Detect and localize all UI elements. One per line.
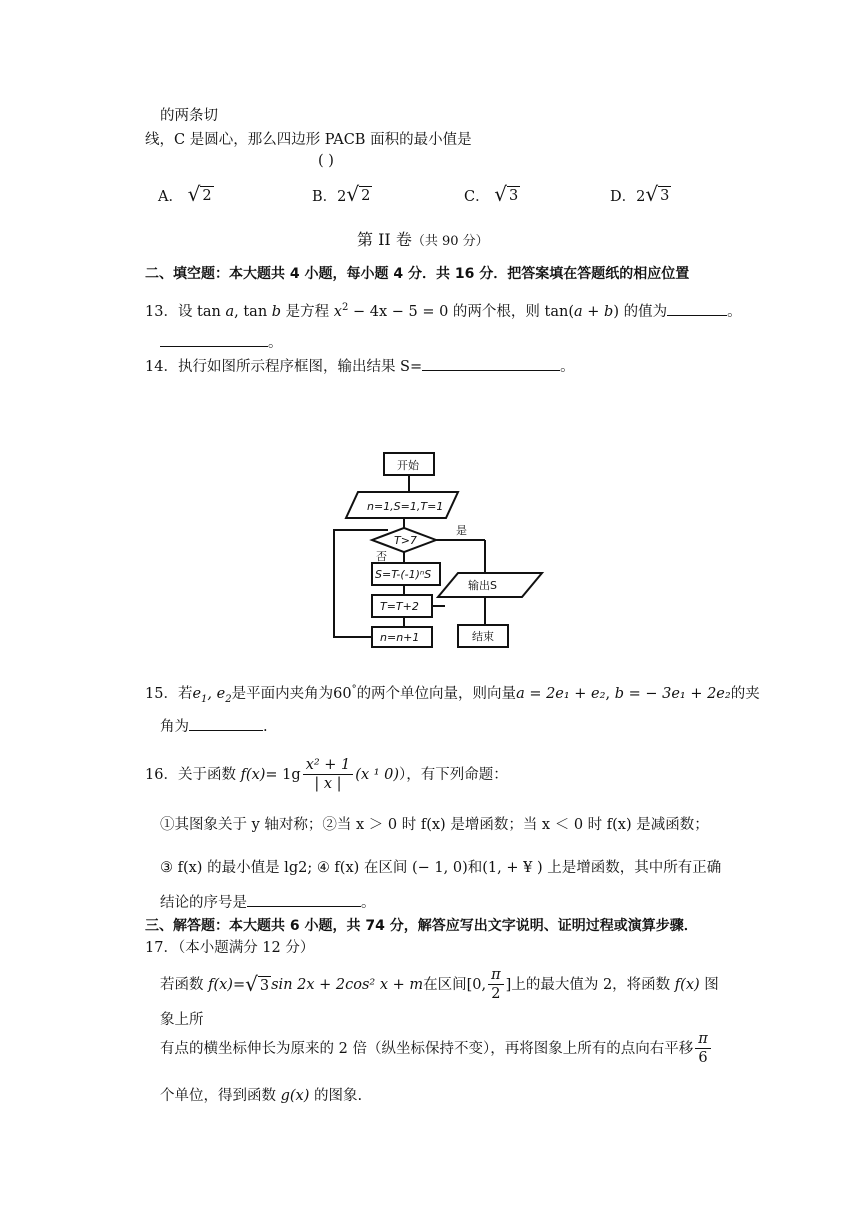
- section3-heading: 三、解答题：本大题共 6 小题，共 74 分，解答应写出文字说明、证明过程或演算步骤．: [145, 918, 698, 934]
- flow-step2-label: T=T+2: [380, 600, 419, 613]
- q15-line2: 角为 .: [160, 716, 268, 737]
- option-label: B．: [312, 189, 338, 205]
- flow-yes-label: 是: [456, 524, 467, 537]
- flow-step1-label: S=T-(-1)ⁿS: [375, 568, 432, 581]
- question-number: 14．: [145, 359, 178, 375]
- fraction: $\frac{\pi}{6}$: [695, 1030, 711, 1067]
- q17-line2: 象上所: [160, 1012, 204, 1028]
- question-number: 15．: [145, 685, 178, 702]
- q12-option-c: [464, 184, 520, 207]
- flow-condition-label: T>7: [394, 534, 417, 547]
- q16-line-answer: 结论的序号是 。: [160, 892, 376, 913]
- q17-line1: 若函数 f(x) = √ 3 sin 2x + 2cos² x + m 在区间 [0, $\frac{\pi}{2}$ ] 上的最大值为 2，将函数 f(x) 图: [160, 967, 719, 1002]
- q12-line1: 的两条切: [160, 108, 218, 124]
- flow-start-label: 开始: [397, 459, 419, 472]
- flow-step3-label: n=n+1: [380, 631, 420, 644]
- option-label: A．: [158, 189, 183, 205]
- option-label: C．: [464, 189, 490, 205]
- flow-init-label: n=1,S=1,T=1: [367, 500, 444, 513]
- q12-option-d: D．2 √ 3: [610, 182, 670, 206]
- section2-heading: 二、填空题：本大题共 4 小题，每小题 4 分．共 16 分．把答案填在答题纸的相应位置: [145, 266, 690, 282]
- q17-header: 17．（本小题满分 12 分）: [145, 940, 315, 956]
- vector-e1-e2: $e_1$, $e_2$: [192, 685, 232, 705]
- q12-line2: 线，C 是圆心，那么四边形 PACB 面积的最小值是: [145, 132, 472, 148]
- q12-option-a: [158, 184, 214, 207]
- sqrt-expression: √ 3: [645, 182, 670, 206]
- sqrt-expression: √ 2: [187, 182, 212, 206]
- fraction: $\frac{\text{x² + 1}}{| x |}$: [303, 756, 354, 793]
- q17-line3: 有点的横坐标伸长为原来的 2 倍（纵坐标保持不变），再将图象上所有的点向右平移 $\frac{\pi}{6}$: [160, 1030, 713, 1067]
- answer-blank: [247, 892, 361, 907]
- sqrt-expression: √ 3: [494, 182, 519, 206]
- q13-line1: 13．设 tan a, tan b 是方程 $x^2 - 4x - 5 = 0$ 的两个根，则 tan(a + b) 的值为 。: [145, 302, 742, 320]
- q16-line1: 16． 关于函数 f(x) = 1g $\frac{\text{x² + 1}}{| x |}$ (x ¹ 0) ），有下列命题：: [145, 757, 508, 792]
- answer-blank: [189, 716, 263, 731]
- q12-answer-paren: ( ): [318, 153, 334, 169]
- fraction: $\frac{\pi}{2}$: [488, 966, 504, 1003]
- flow-no-label: 否: [376, 550, 387, 563]
- question-number: 17．: [145, 940, 178, 956]
- question-number: 13．: [145, 303, 178, 320]
- question-number: 16．: [145, 766, 178, 783]
- q17-line4: 个单位，得到函数 g(x) 的图象.: [160, 1088, 363, 1104]
- option-label: D．: [610, 189, 637, 205]
- answer-blank: [667, 301, 727, 316]
- flow-output-label: 输出S: [468, 579, 497, 592]
- q13-line2: 。: [160, 332, 283, 353]
- sqrt-expression: √ 2: [346, 182, 371, 206]
- q16-proposition-1-2: ①其图象关于 y 轴对称；②当 x ＞ 0 时 f(x) 是增函数；当 x ＜ 0 时 f(x) 是减函数；: [160, 817, 709, 833]
- q14-line: 14．执行如图所示程序框图，输出结果 S= 。: [145, 356, 575, 377]
- program-flowchart: [320, 450, 550, 660]
- q12-option-b: B．2 √ 2: [312, 182, 371, 206]
- q15-line1: 15．若$e_1$, $e_2$是平面内夹角为60°的两个单位向量，则向量a = 2e₁ + e₂, b = − 3e₁ + 2e₂的夹: [145, 684, 760, 705]
- answer-blank: [422, 356, 560, 371]
- part2-title: 第 II 卷（共 90 分）: [357, 230, 489, 249]
- answer-blank: [160, 332, 268, 347]
- sqrt-expression: √ 3: [245, 972, 270, 996]
- flow-end-label: 结束: [472, 630, 494, 643]
- q16-proposition-3-4: ③ f(x) 的最小值是 lg2; ④ f(x) 在区间 (− 1, 0)和(1, + ¥ ) 上是增函数，其中所有正确: [160, 860, 722, 876]
